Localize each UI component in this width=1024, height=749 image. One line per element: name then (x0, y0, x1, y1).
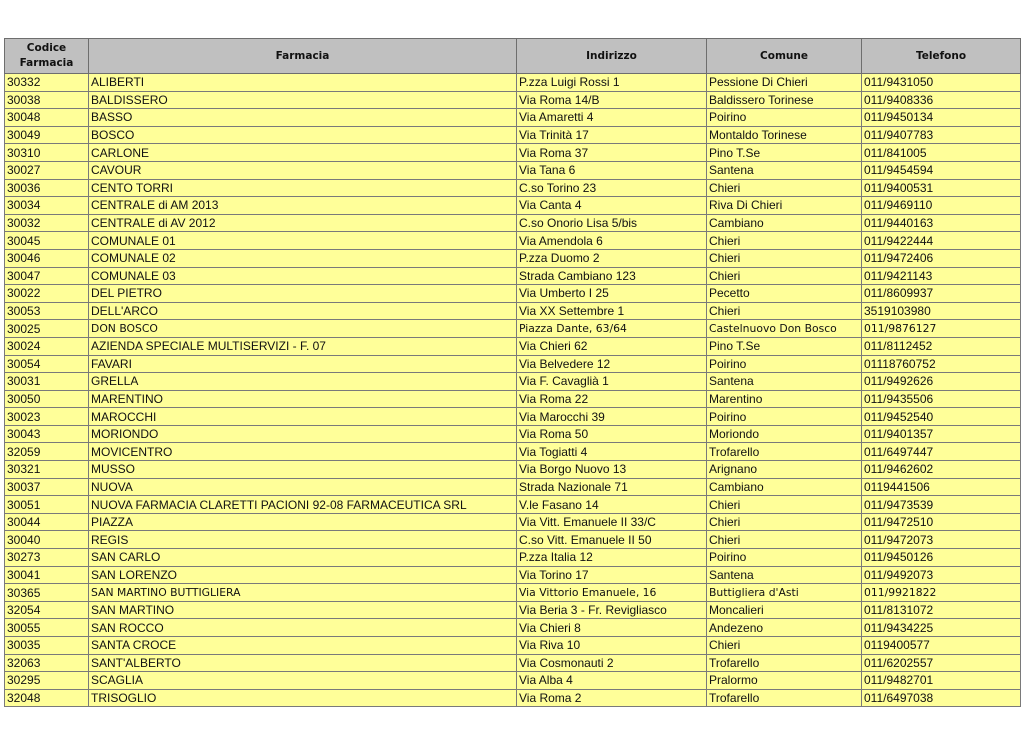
cell-phone: 0119400577 (862, 637, 1021, 655)
header-town: Comune (707, 39, 862, 74)
cell-address: Via Chieri 62 (517, 337, 707, 355)
cell-town: Poirino (707, 408, 862, 426)
cell-address: Via Roma 14/B (517, 91, 707, 109)
table-row (5, 232, 1021, 250)
table-row (5, 337, 1021, 355)
header-address: Indirizzo (517, 39, 707, 74)
cell-code: 30022 (5, 285, 89, 303)
cell-pharmacy-name: MAROCCHI (89, 408, 517, 426)
cell-address: P.zza Duomo 2 (517, 249, 707, 267)
cell-phone: 011/9469110 (862, 197, 1021, 215)
table-row (5, 619, 1021, 637)
cell-town: Chieri (707, 496, 862, 514)
cell-phone: 011/6202557 (862, 654, 1021, 672)
cell-town: Pecetto (707, 285, 862, 303)
table-row (5, 91, 1021, 109)
cell-code: 30036 (5, 179, 89, 197)
table-row (5, 161, 1021, 179)
cell-phone: 011/9921822 (862, 584, 1021, 602)
cell-address: V.le Fasano 14 (517, 496, 707, 514)
cell-address: Via Marocchi 39 (517, 408, 707, 426)
cell-code: 32059 (5, 443, 89, 461)
cell-address: Via Chieri 8 (517, 619, 707, 637)
table-row (5, 214, 1021, 232)
cell-town: Poirino (707, 549, 862, 567)
cell-phone: 011/9400531 (862, 179, 1021, 197)
cell-pharmacy-name: NUOVA (89, 478, 517, 496)
cell-address: Via Trinità 17 (517, 126, 707, 144)
table-row (5, 267, 1021, 285)
table-row (5, 179, 1021, 197)
cell-pharmacy-name: COMUNALE 02 (89, 249, 517, 267)
cell-phone: 01118760752 (862, 355, 1021, 373)
cell-address: Via Borgo Nuovo 13 (517, 461, 707, 479)
cell-code: 30035 (5, 637, 89, 655)
cell-town: Chieri (707, 513, 862, 531)
cell-address: Strada Nazionale 71 (517, 478, 707, 496)
cell-code: 30273 (5, 549, 89, 567)
cell-town: Poirino (707, 355, 862, 373)
table-row (5, 285, 1021, 303)
cell-pharmacy-name: GRELLA (89, 373, 517, 391)
cell-address: Via Roma 37 (517, 144, 707, 162)
table-row (5, 390, 1021, 408)
cell-address: C.so Torino 23 (517, 179, 707, 197)
cell-pharmacy-name: REGIS (89, 531, 517, 549)
header-name: Farmacia (89, 39, 517, 74)
cell-pharmacy-name: SANTA CROCE (89, 637, 517, 655)
table-row (5, 373, 1021, 391)
cell-pharmacy-name: NUOVA FARMACIA CLARETTI PACIONI 92-08 FARMACEUTICA SRL (89, 496, 517, 514)
cell-town: Cambiano (707, 478, 862, 496)
cell-address: Via Amaretti 4 (517, 109, 707, 127)
cell-pharmacy-name: SAN ROCCO (89, 619, 517, 637)
cell-pharmacy-name: PIAZZA (89, 513, 517, 531)
table-row (5, 531, 1021, 549)
table-row (5, 126, 1021, 144)
cell-phone: 011/9452540 (862, 408, 1021, 426)
cell-address: C.so Vitt. Emanuele II 50 (517, 531, 707, 549)
table-row (5, 566, 1021, 584)
table-row (5, 689, 1021, 707)
cell-town: Moncalieri (707, 601, 862, 619)
cell-pharmacy-name: MARENTINO (89, 390, 517, 408)
cell-code: 30032 (5, 214, 89, 232)
table-row (5, 249, 1021, 267)
cell-phone: 011/9492073 (862, 566, 1021, 584)
cell-pharmacy-name: SAN MARTINO BUTTIGLIERA (89, 584, 517, 602)
cell-address: P.zza Italia 12 (517, 549, 707, 567)
cell-phone: 011/9454594 (862, 161, 1021, 179)
table-body (5, 74, 1021, 707)
cell-town: Buttigliera d'Asti (707, 584, 862, 602)
cell-town: Chieri (707, 267, 862, 285)
cell-code: 30055 (5, 619, 89, 637)
cell-code: 30047 (5, 267, 89, 285)
cell-town: Chieri (707, 637, 862, 655)
table-row (5, 408, 1021, 426)
header-code-line1: Codice (26, 42, 67, 54)
cell-town: Montaldo Torinese (707, 126, 862, 144)
table-row (5, 443, 1021, 461)
cell-code: 30295 (5, 672, 89, 690)
table-row (5, 584, 1021, 602)
cell-town: Chieri (707, 232, 862, 250)
cell-phone: 3519103980 (862, 302, 1021, 320)
cell-phone: 011/9434225 (862, 619, 1021, 637)
cell-phone: 0119441506 (862, 478, 1021, 496)
cell-pharmacy-name: AZIENDA SPECIALE MULTISERVIZI - F. 07 (89, 337, 517, 355)
cell-code: 30046 (5, 249, 89, 267)
cell-phone: 011/9876127 (862, 320, 1021, 338)
cell-address: Via Roma 50 (517, 425, 707, 443)
cell-pharmacy-name: SAN LORENZO (89, 566, 517, 584)
cell-pharmacy-name: SANT'ALBERTO (89, 654, 517, 672)
cell-town: Santena (707, 373, 862, 391)
cell-pharmacy-name: MOVICENTRO (89, 443, 517, 461)
cell-pharmacy-name: COMUNALE 03 (89, 267, 517, 285)
cell-code: 30034 (5, 197, 89, 215)
cell-pharmacy-name: DON BOSCO (89, 320, 517, 338)
cell-town: Marentino (707, 390, 862, 408)
cell-code: 30040 (5, 531, 89, 549)
cell-code: 30049 (5, 126, 89, 144)
cell-phone: 011/6497447 (862, 443, 1021, 461)
cell-address: Via Beria 3 - Fr. Revigliasco (517, 601, 707, 619)
cell-town: Pino T.Se (707, 144, 862, 162)
cell-town: Santena (707, 161, 862, 179)
cell-address: C.so Onorio Lisa 5/bis (517, 214, 707, 232)
cell-pharmacy-name: CAVOUR (89, 161, 517, 179)
cell-phone: 011/9422444 (862, 232, 1021, 250)
cell-code: 32048 (5, 689, 89, 707)
cell-address: Via Vittorio Emanuele, 16 (517, 584, 707, 602)
cell-address: Via Riva 10 (517, 637, 707, 655)
cell-address: Via Amendola 6 (517, 232, 707, 250)
cell-pharmacy-name: CENTO TORRI (89, 179, 517, 197)
cell-address: P.zza Luigi Rossi 1 (517, 74, 707, 92)
header-code-line2: Farmacia (19, 57, 74, 69)
cell-code: 30044 (5, 513, 89, 531)
cell-pharmacy-name: COMUNALE 01 (89, 232, 517, 250)
cell-code: 32063 (5, 654, 89, 672)
cell-pharmacy-name: DEL PIETRO (89, 285, 517, 303)
cell-code: 30321 (5, 461, 89, 479)
cell-phone: 011/9472406 (862, 249, 1021, 267)
cell-town: Chieri (707, 531, 862, 549)
cell-code: 30041 (5, 566, 89, 584)
cell-town: Chieri (707, 302, 862, 320)
cell-phone: 011/9450134 (862, 109, 1021, 127)
cell-town: Cambiano (707, 214, 862, 232)
cell-pharmacy-name: SCAGLIA (89, 672, 517, 690)
cell-phone: 011/9482701 (862, 672, 1021, 690)
cell-phone: 011/8112452 (862, 337, 1021, 355)
cell-address: Piazza Dante, 63/64 (517, 320, 707, 338)
cell-address: Via XX Settembre 1 (517, 302, 707, 320)
cell-town: Pino T.Se (707, 337, 862, 355)
cell-code: 30024 (5, 337, 89, 355)
table-row (5, 461, 1021, 479)
cell-pharmacy-name: MUSSO (89, 461, 517, 479)
cell-phone: 011/9401357 (862, 425, 1021, 443)
cell-code: 30054 (5, 355, 89, 373)
table-row (5, 74, 1021, 92)
cell-phone: 011/9472510 (862, 513, 1021, 531)
table-row (5, 425, 1021, 443)
cell-town: Pessione Di Chieri (707, 74, 862, 92)
table-row (5, 637, 1021, 655)
cell-pharmacy-name: BOSCO (89, 126, 517, 144)
cell-code: 30038 (5, 91, 89, 109)
table-row (5, 549, 1021, 567)
cell-town: Baldissero Torinese (707, 91, 862, 109)
cell-pharmacy-name: CENTRALE di AV 2012 (89, 214, 517, 232)
table-row (5, 109, 1021, 127)
cell-code: 32054 (5, 601, 89, 619)
cell-town: Trofarello (707, 443, 862, 461)
cell-town: Chieri (707, 249, 862, 267)
cell-address: Via Belvedere 12 (517, 355, 707, 373)
cell-code: 30053 (5, 302, 89, 320)
cell-pharmacy-name: MORIONDO (89, 425, 517, 443)
cell-town: Poirino (707, 109, 862, 127)
cell-pharmacy-name: CENTRALE di AM 2013 (89, 197, 517, 215)
cell-pharmacy-name: BASSO (89, 109, 517, 127)
cell-town: Arignano (707, 461, 862, 479)
cell-town: Pralormo (707, 672, 862, 690)
cell-phone: 011/9462602 (862, 461, 1021, 479)
cell-address: Via Togiatti 4 (517, 443, 707, 461)
header-phone: Telefono (862, 39, 1021, 74)
cell-phone: 011/9435506 (862, 390, 1021, 408)
cell-phone: 011/9407783 (862, 126, 1021, 144)
cell-address: Via Umberto I 25 (517, 285, 707, 303)
cell-phone: 011/9472073 (862, 531, 1021, 549)
header-row (5, 39, 1021, 74)
table-row (5, 144, 1021, 162)
header-code (5, 39, 89, 74)
cell-pharmacy-name: SAN CARLO (89, 549, 517, 567)
table-row (5, 654, 1021, 672)
table-row (5, 513, 1021, 531)
cell-address: Strada Cambiano 123 (517, 267, 707, 285)
cell-town: Riva Di Chieri (707, 197, 862, 215)
table-row (5, 478, 1021, 496)
pharmacy-table (4, 38, 1021, 707)
cell-phone: 011/8609937 (862, 285, 1021, 303)
cell-code: 30023 (5, 408, 89, 426)
cell-phone: 011/9450126 (862, 549, 1021, 567)
cell-address: Via Tana 6 (517, 161, 707, 179)
cell-code: 30332 (5, 74, 89, 92)
table-row (5, 197, 1021, 215)
cell-code: 30043 (5, 425, 89, 443)
cell-address: Via F. Cavaglià 1 (517, 373, 707, 391)
cell-phone: 011/841005 (862, 144, 1021, 162)
cell-address: Via Roma 2 (517, 689, 707, 707)
cell-pharmacy-name: ALIBERTI (89, 74, 517, 92)
cell-code: 30027 (5, 161, 89, 179)
cell-phone: 011/9473539 (862, 496, 1021, 514)
cell-address: Via Vitt. Emanuele II 33/C (517, 513, 707, 531)
table-row (5, 355, 1021, 373)
cell-address: Via Cosmonauti 2 (517, 654, 707, 672)
cell-code: 30031 (5, 373, 89, 391)
cell-code: 30050 (5, 390, 89, 408)
table-row (5, 601, 1021, 619)
cell-pharmacy-name: CARLONE (89, 144, 517, 162)
table-row (5, 302, 1021, 320)
cell-pharmacy-name: TRISOGLIO (89, 689, 517, 707)
cell-phone: 011/9492626 (862, 373, 1021, 391)
cell-code: 30037 (5, 478, 89, 496)
cell-town: Andezeno (707, 619, 862, 637)
cell-town: Chieri (707, 179, 862, 197)
cell-pharmacy-name: BALDISSERO (89, 91, 517, 109)
cell-town: Moriondo (707, 425, 862, 443)
cell-town: Santena (707, 566, 862, 584)
cell-code: 30048 (5, 109, 89, 127)
table-row (5, 496, 1021, 514)
cell-code: 30045 (5, 232, 89, 250)
cell-address: Via Alba 4 (517, 672, 707, 690)
cell-pharmacy-name: SAN MARTINO (89, 601, 517, 619)
cell-address: Via Roma 22 (517, 390, 707, 408)
cell-code: 30051 (5, 496, 89, 514)
cell-pharmacy-name: DELL'ARCO (89, 302, 517, 320)
cell-address: Via Torino 17 (517, 566, 707, 584)
cell-phone: 011/9408336 (862, 91, 1021, 109)
cell-town: Trofarello (707, 689, 862, 707)
cell-phone: 011/9431050 (862, 74, 1021, 92)
cell-code: 30025 (5, 320, 89, 338)
cell-town: Trofarello (707, 654, 862, 672)
cell-phone: 011/6497038 (862, 689, 1021, 707)
cell-address: Via Canta 4 (517, 197, 707, 215)
cell-code: 30365 (5, 584, 89, 602)
cell-pharmacy-name: FAVARI (89, 355, 517, 373)
cell-phone: 011/9421143 (862, 267, 1021, 285)
table-row (5, 672, 1021, 690)
cell-phone: 011/8131072 (862, 601, 1021, 619)
cell-phone: 011/9440163 (862, 214, 1021, 232)
table-row (5, 320, 1021, 338)
cell-town: Castelnuovo Don Bosco (707, 320, 862, 338)
cell-code: 30310 (5, 144, 89, 162)
